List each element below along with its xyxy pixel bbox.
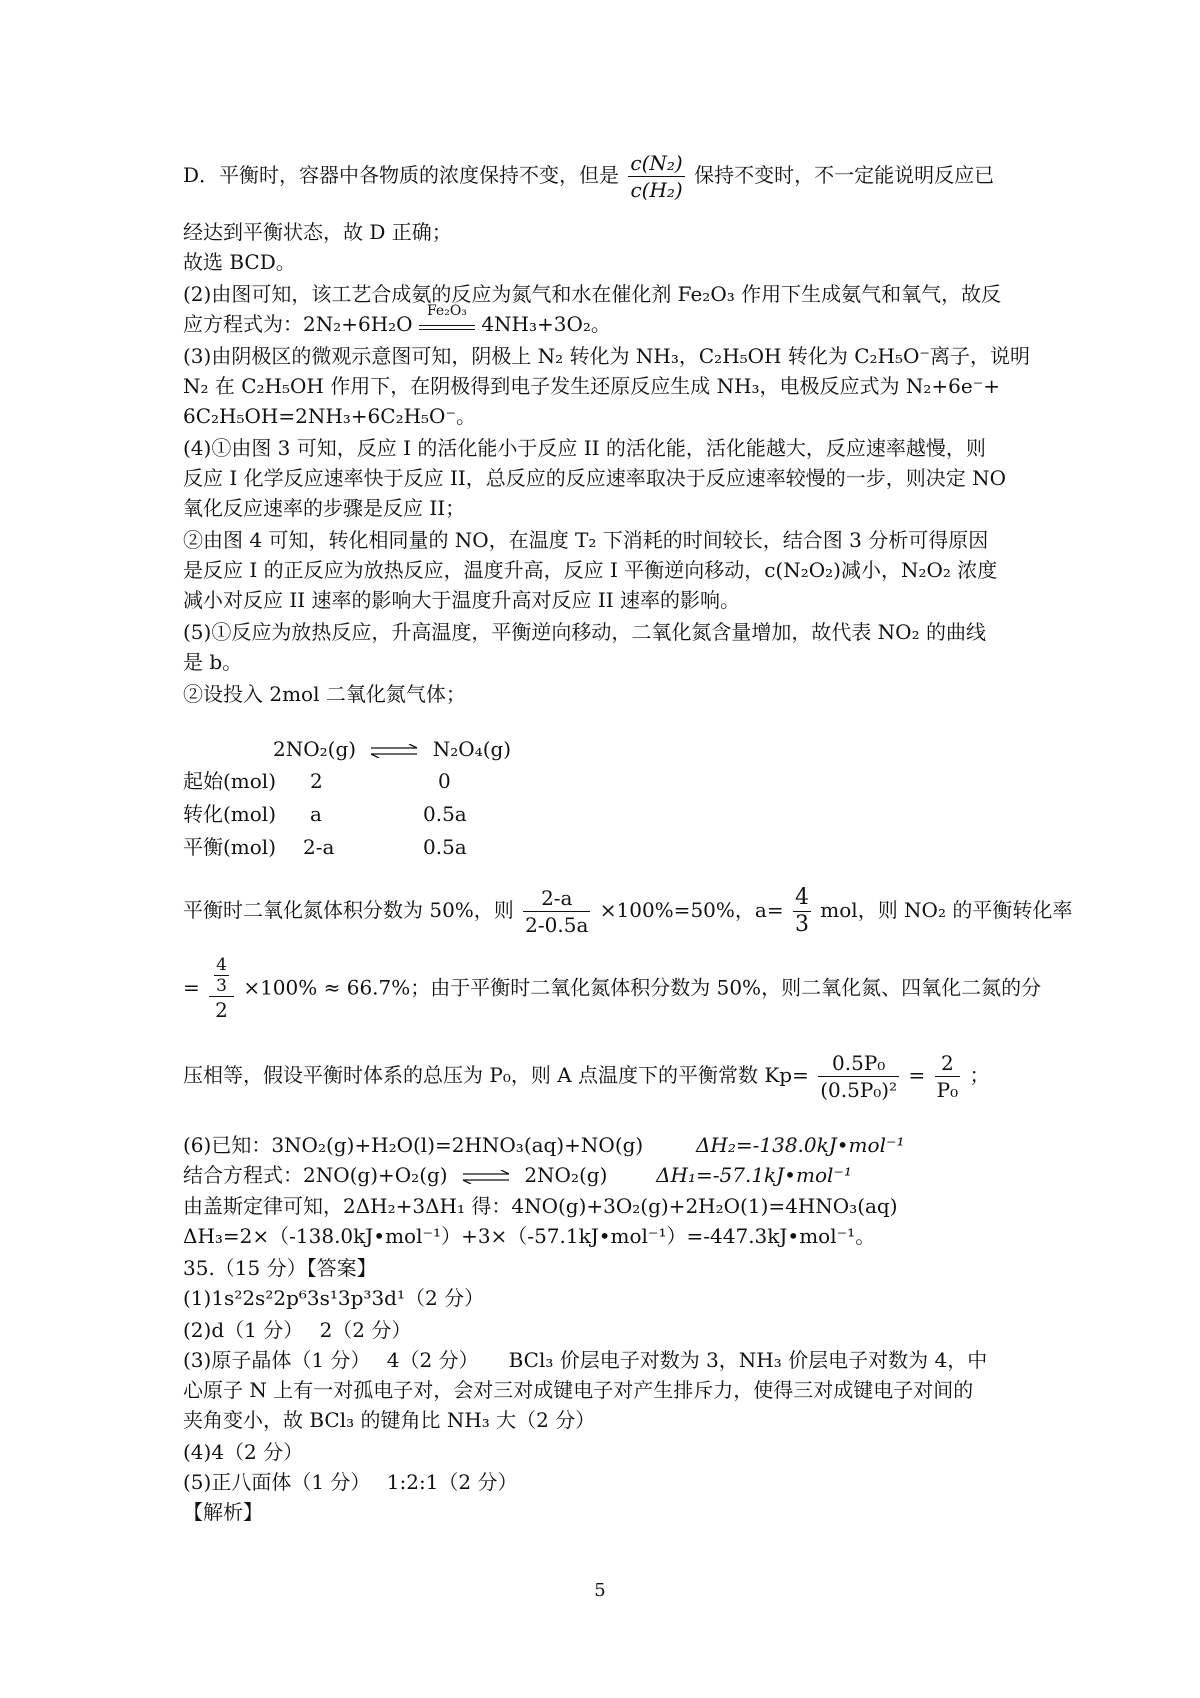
text-line: 35.（15 分）【答案】 [183,1256,377,1280]
equilibrium-arrow-icon [458,1170,514,1184]
text-line: 夹角变小，故 BCl₃ 的键角比 NH₃ 大（2 分） [183,1408,596,1432]
text-segment: = [183,975,200,1000]
text-line [183,303,611,338]
text-line: 是反应 I 的正反应为放热反应，温度升高，反应 I 平衡逆向移动，c(N₂O₂)减小，N₂O₂ 浓度 [183,558,998,582]
text-segment: 应方程式为：2N₂+6H₂O [183,312,413,336]
table-reaction [273,735,511,763]
text-line: (2)d（1 分） 2（2 分） [183,1318,412,1342]
table-row [183,800,276,828]
fraction-numerator: 2-a [523,885,590,912]
text-segment: 结合方程式：2NO(g)+O₂(g) [183,1163,448,1187]
text-line [183,955,1041,1023]
fraction-numerator: 2 [935,1050,960,1077]
table-row [183,767,276,795]
text-line: N₂ 在 C₂H₅OH 作用下，在阴极得到电子发生还原反应生成 NH₃，电极反应式为 N₂+6e⁻+ [183,374,1001,398]
fraction-numerator: 0.5P₀ [818,1050,899,1077]
fraction-c-n2-over-c-h2 [628,150,684,203]
row-label: 转化(mol) [183,802,277,826]
text-line: 反应 I 化学反应速率快于反应 II，总反应的反应速率取决于反应速率较慢的一步，则决定 NO [183,466,1007,490]
fraction-numerator [209,955,234,997]
fraction-four-thirds [793,885,811,938]
text-segment: ； [969,1063,990,1087]
text-line: ΔH₃=2×（-138.0kJ•mol⁻¹）+3×（-57.1kJ•mol⁻¹）=-447.3kJ•mol⁻¹。 [183,1224,876,1248]
text-segment: ΔH₁=-57.1kJ•mol⁻¹ [656,1163,852,1187]
catalyst-label: Fe₂O₃ [426,303,467,319]
text-line [183,1131,905,1159]
text-segment: D．平衡时，容器中各物质的浓度保持不变，但是 [183,163,620,187]
fraction-denominator: P₀ [936,1078,959,1102]
catalyst-equals-sign [419,303,475,338]
text-segment: 压相等，假设平衡时体系的总压为 P₀，则 A 点温度下的平衡常数 Kp= [183,1063,809,1087]
fraction-kp [818,1050,899,1103]
text-line: 经达到平衡状态，故 D 正确； [183,220,452,244]
text-segment: ΔH₂=-138.0kJ•mol⁻¹ [695,1133,905,1157]
text-line: 是 b。 [183,650,243,674]
text-segment: (6)已知：3NO₂(g)+H₂O(l)=2HNO₃(aq)+NO(g) [183,1133,644,1157]
reaction-right: N₂O₄(g) [432,737,512,761]
text-segment: ×100%=50%，a= [599,898,784,922]
text-line: (4)4（2 分） [183,1440,304,1464]
text-line: 6C₂H₅OH=2NH₃+6C₂H₅O⁻。 [183,404,476,428]
text-segment: = [908,1063,926,1087]
row-cell: 0.5a [423,835,467,859]
text-line: ②由图 4 可知，转化相同量的 NO，在温度 T₂ 下消耗的时间较长，结合图 3 分析可得原因 [183,528,989,552]
fraction-denominator: 2 [215,998,228,1022]
text-line: (5)正八面体（1 分） 1:2:1（2 分） [183,1470,518,1494]
text-line: (1)1s²2s²2p⁶3s¹3p³3d¹（2 分） [183,1286,485,1310]
text-line [183,885,1072,938]
fraction-denominator: (0.5P₀)² [820,1078,898,1102]
double-bar [419,325,475,330]
text-line: 由盖斯定律可知，2ΔH₂+3ΔH₁ 得：4NO(g)+3O₂(g)+2H₂O(1)=4HNO₃(aq) [183,1194,898,1218]
text-segment: 保持不变时，不一定能说明反应已 [694,163,995,187]
text-segment: 平衡时二氧化氮体积分数为 50%，则 [183,898,514,922]
text-line: (3)由阴极区的微观示意图可知，阴极上 N₂ 转化为 NH₃，C₂H₅OH 转化为 C₂H₅O⁻离子，说明 [183,344,1030,368]
row-cell: 2-a [303,835,335,859]
row-cell: 2 [310,769,323,793]
text-line [183,150,994,203]
fraction-volume-ratio [523,885,590,938]
fraction-denominator: c(H₂) [630,178,683,202]
text-line [183,1050,989,1103]
text-line: (5)①反应为放热反应，升高温度，平衡逆向移动，二氧化氮含量增加，故代表 NO₂ 的曲线 [183,620,986,644]
fraction-numerator: 4 [216,955,227,975]
fraction-denominator: 2-0.5a [525,913,589,937]
row-cell: a [310,802,322,826]
text-line: 心原子 N 上有一对孤电子对，会对三对成键电子对产生排斥力，使得三对成键电子对间的 [183,1378,974,1402]
equilibrium-arrow-icon [366,744,422,758]
text-segment: mol，则 NO₂ 的平衡转化率 [820,898,1073,922]
fraction-conversion-rate [209,955,234,1023]
text-line: (4)①由图 3 可知，反应 I 的活化能小于反应 II 的活化能，活化能越大，反应速率越慢，则 [183,436,986,460]
text-line: 【解析】 [183,1500,263,1524]
text-line [183,1161,852,1189]
text-line: ②设投入 2mol 二氧化氮气体； [183,682,466,706]
row-label: 平衡(mol) [183,835,277,859]
text-segment: 4NH₃+3O₂。 [481,312,611,336]
fraction-denominator: 3 [794,912,809,937]
inner-fraction [214,955,229,996]
text-line: 故选 BCD。 [183,250,296,274]
text-line: 氧化反应速率的步骤是反应 II； [183,496,466,520]
text-segment: 2NO₂(g) [524,1163,608,1187]
text-line: (3)原子晶体（1 分） 4（2 分） BCl₃ 价层电子对数为 3，NH₃ 价层电子对数为 4，中 [183,1348,988,1372]
reaction-left: 2NO₂(g) [273,737,357,761]
row-cell: 0.5a [423,802,467,826]
text-line: (2)由图可知，该工艺合成氨的反应为氮气和水在催化剂 Fe₂O₃ 作用下生成氨气和氧气，故反 [183,282,1002,306]
fraction-denominator: 3 [216,976,227,996]
row-cell: 0 [438,769,451,793]
row-label: 起始(mol) [183,769,277,793]
table-row [183,833,276,861]
fraction-numerator: 4 [794,885,809,910]
text-line: 减小对反应 II 速率的影响大于温度升高对反应 II 速率的影响。 [183,588,741,612]
fraction-two-over-p0 [935,1050,960,1103]
page-number: 5 [594,1580,606,1601]
fraction-numerator: c(N₂) [630,151,683,175]
text-segment: ×100% ≈ 66.7%；由于平衡时二氧化氮体积分数为 50%，则二氧化氮、四氧化二氮的分 [243,975,1042,1000]
